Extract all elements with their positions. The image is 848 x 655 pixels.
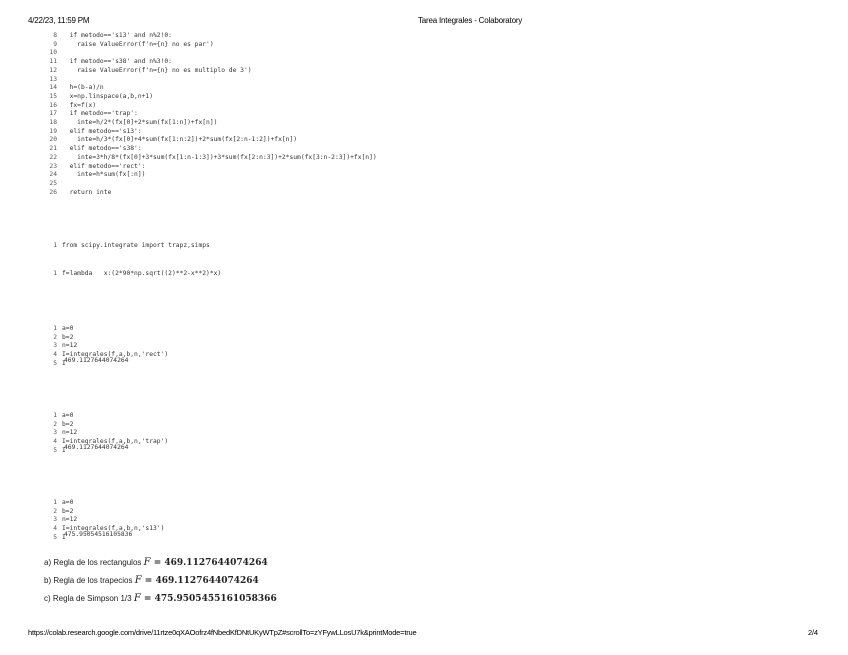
code-text: n=12	[62, 516, 78, 524]
answer-var: F	[143, 557, 151, 568]
line-number: 5	[53, 446, 57, 454]
code-text: b=2	[62, 507, 74, 515]
code-line	[44, 49, 377, 58]
code-text: fx=f(x)	[62, 101, 97, 109]
code-text: elif metodo=='s38':	[62, 145, 142, 153]
answer-label: a) Regla de los rectangulos	[44, 558, 144, 567]
code-line	[44, 145, 377, 154]
code-line	[44, 270, 221, 279]
line-number: 3	[53, 516, 57, 524]
line-number: 2	[53, 333, 57, 341]
answer-value: 475.9505455161058366	[154, 594, 277, 604]
answer-value: 469.1127644074264	[164, 558, 268, 568]
line-number: 20	[49, 136, 57, 144]
line-number: 12	[49, 66, 57, 74]
answer-label: b) Regla de los trapecios	[44, 576, 135, 585]
code-text: a=0	[62, 325, 74, 332]
line-number: 2	[53, 507, 57, 515]
code-cell-import[interactable]	[44, 242, 210, 251]
code-line	[44, 242, 210, 251]
line-number: 10	[49, 49, 57, 57]
line-number: 25	[49, 179, 57, 187]
line-number: 23	[49, 162, 57, 170]
line-number: 1	[53, 499, 57, 506]
line-number: 22	[49, 153, 57, 161]
line-number: 3	[53, 342, 57, 350]
line-number: 15	[49, 92, 57, 100]
code-cell-integrales[interactable]	[44, 32, 377, 197]
line-number: 1	[53, 325, 57, 332]
code-line	[44, 516, 164, 525]
code-text: x=np.linspace(a,b,n+1)	[62, 92, 153, 100]
code-line	[44, 154, 377, 163]
line-number: 5	[53, 359, 57, 367]
answer-var: F	[134, 575, 142, 586]
answer-value: 469.1127644074264	[155, 576, 259, 586]
code-line	[44, 429, 168, 438]
page-title: Tarea Integrales - Colaboratory	[418, 16, 523, 25]
code-line	[44, 334, 168, 343]
line-number: 8	[53, 32, 57, 39]
code-line	[44, 412, 168, 421]
code-line	[44, 93, 377, 102]
line-number: 1	[53, 412, 57, 419]
code-cell-lambda[interactable]	[44, 270, 221, 279]
line-number: 11	[49, 58, 57, 66]
answer-var: F	[133, 593, 141, 604]
code-line	[44, 76, 377, 85]
line-number: 13	[49, 75, 57, 83]
code-text: inte=h/2*(fx[0]+2*sum(fx[1:n])+fx[n])	[62, 119, 218, 127]
cell-output-trap: 469.1127644074264	[64, 444, 129, 451]
line-number: 19	[49, 127, 57, 135]
code-text: a=0	[62, 499, 74, 506]
code-text: raise ValueError(f'n={n} no es multiplo de 3')	[62, 66, 252, 74]
code-text: if metodo=='trap':	[62, 110, 138, 118]
print-datetime: 4/22/23, 11:59 PM	[28, 16, 90, 25]
code-text: h=(b-a)/n	[62, 84, 104, 92]
line-number: 4	[53, 525, 57, 533]
code-line	[44, 189, 377, 198]
line-number: 2	[53, 420, 57, 428]
code-line	[44, 508, 164, 517]
code-line	[44, 136, 377, 145]
answer-rect	[44, 557, 268, 568]
line-number: 14	[49, 84, 57, 92]
code-line	[44, 171, 377, 180]
code-text: if metodo=='s13' and n%2!0:	[62, 32, 172, 39]
line-number: 16	[49, 101, 57, 109]
code-text: a=0	[62, 412, 74, 419]
code-line	[44, 32, 377, 41]
code-line	[44, 342, 168, 351]
answer-eq: =	[150, 558, 165, 568]
code-line	[44, 421, 168, 430]
line-number: 4	[53, 438, 57, 446]
line-number: 24	[49, 171, 57, 179]
code-text: b=2	[62, 333, 74, 341]
answer-label: c) Regla de Simpson 1/3	[44, 594, 134, 603]
line-number: 26	[49, 188, 57, 196]
code-text: elif metodo=='rect':	[62, 162, 146, 170]
line-number: 1	[53, 242, 57, 249]
code-line	[44, 110, 377, 119]
code-text: I	[62, 359, 66, 367]
code-text: inte=h*sum(fx[:n])	[62, 171, 146, 179]
line-number: 9	[53, 40, 57, 48]
cell-output-s13: 475.95054516105836	[64, 531, 133, 538]
code-text: inte=3*h/8*(fx[0]+3*sum(fx[1:n-1:3])+3*sum(fx[2:n:3])+2*sum(fx[3:n-2:3])+fx[n])	[62, 153, 377, 161]
code-text: from scipy.integrate import trapz,simps	[62, 242, 210, 249]
cell-output-rect: 469.1127644074264	[64, 357, 129, 364]
code-text: elif metodo=='s13':	[62, 127, 142, 135]
answer-eq: =	[141, 576, 156, 586]
answer-eq: =	[140, 594, 155, 604]
line-number: 21	[49, 145, 57, 153]
code-line	[44, 102, 377, 111]
code-line	[44, 499, 164, 508]
code-text: raise ValueError(f'n={n} no es par')	[62, 40, 214, 48]
code-text: I	[62, 533, 66, 541]
code-line	[44, 119, 377, 128]
code-text: n=12	[62, 342, 78, 350]
code-text: I=integrales(f,a,b,n,'rect')	[62, 351, 169, 359]
line-number: 17	[49, 110, 57, 118]
line-number: 3	[53, 429, 57, 437]
code-line	[44, 41, 377, 50]
code-text: I	[62, 446, 66, 454]
line-number: 18	[49, 119, 57, 127]
code-line	[44, 67, 377, 76]
code-text: f=lambda x:(2*90*np.sqrt((2)**2-x**2)*x)	[62, 270, 222, 277]
code-text: I=integrales(f,a,b,n,'trap')	[62, 438, 169, 446]
code-line	[44, 128, 377, 137]
code-line	[44, 163, 377, 172]
code-text: inte=h/3*(fx[0]+4*sum(fx[1:n:2])+2*sum(fx[2:n-1:2])+fx[n])	[62, 136, 298, 144]
code-text: return inte	[62, 188, 112, 196]
code-text: n=12	[62, 429, 78, 437]
print-url: https://colab.research.google.com/drive/11rtze0qXAOofrz4fNbedKfDNtUKyWTpZ#scrollTo=zYFywLLosU7k&printMode=true	[28, 628, 417, 637]
code-text: if metodo=='s38' and n%3!0:	[62, 58, 172, 66]
line-number: 1	[53, 270, 57, 277]
line-number: 4	[53, 351, 57, 359]
code-line	[44, 84, 377, 93]
answer-simpson	[44, 593, 277, 604]
code-line	[44, 180, 377, 189]
line-number: 5	[53, 533, 57, 541]
code-line	[44, 325, 168, 334]
page-number: 2/4	[808, 628, 818, 637]
code-line	[44, 58, 377, 67]
code-text: I=integrales(f,a,b,n,'s13')	[62, 525, 165, 533]
code-text: b=2	[62, 420, 74, 428]
answer-trap	[44, 575, 259, 586]
